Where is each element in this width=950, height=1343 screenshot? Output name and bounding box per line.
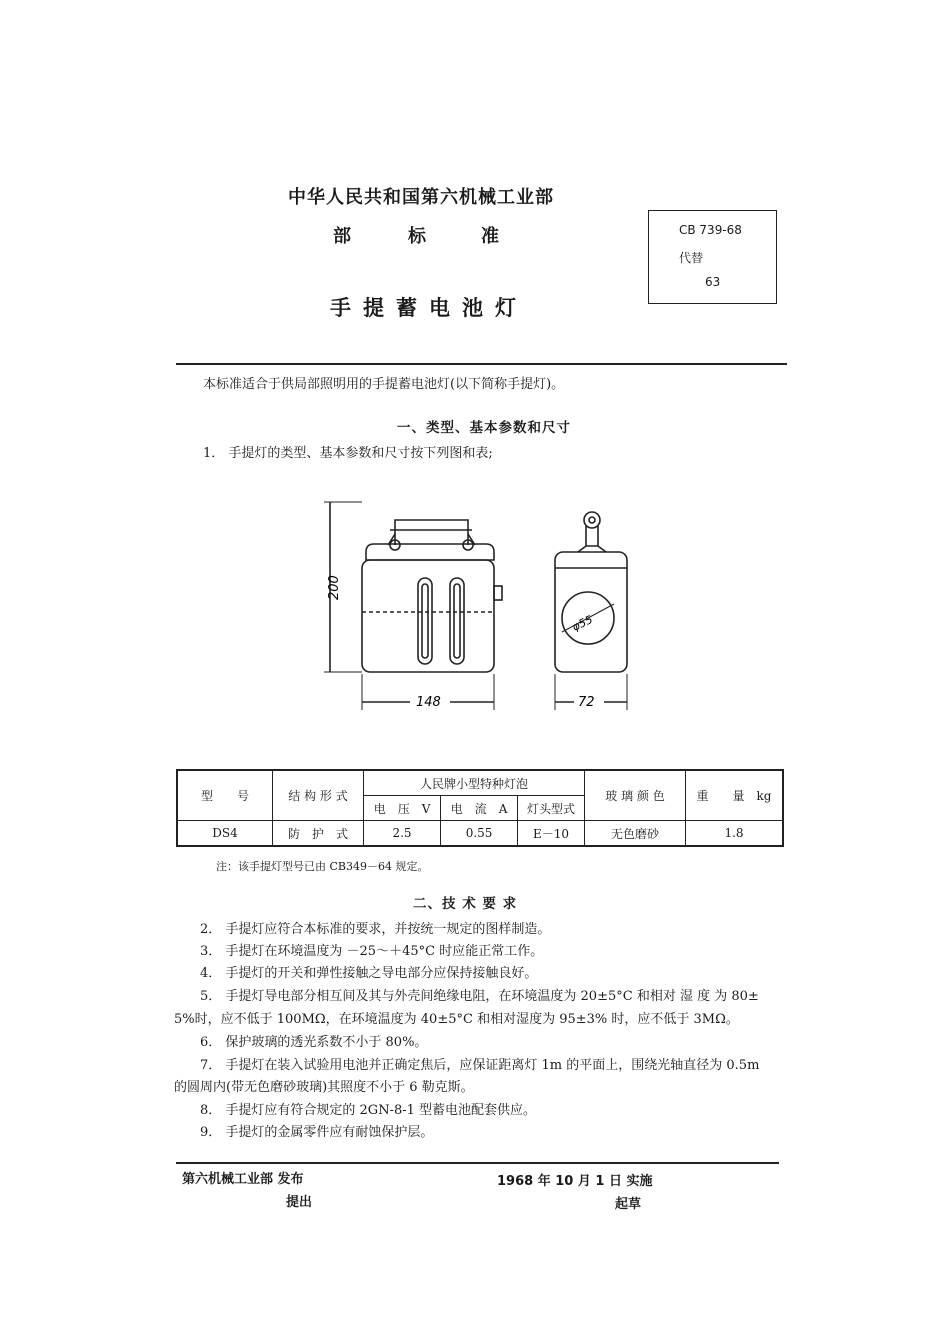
standard-code: CB 739-68 <box>679 223 742 237</box>
req-item-5: 5． 手提灯导电部分相互间及其与外壳间绝缘电阻，在环境温度为 20±5°C 和相对 湿 度 为 80± <box>200 989 759 1004</box>
table-note: 注：该手提灯型号已由 CB349－64 规定。 <box>216 860 429 873</box>
th-bulb-group: 人民牌小型特种灯泡 <box>364 770 585 796</box>
ministry-name: 中华人民共和国第六机械工业部 <box>288 187 554 208</box>
table-row <box>177 821 783 847</box>
drafter: 起草 <box>615 1197 642 1212</box>
th-current: 电 流 A <box>441 796 518 821</box>
proposer: 提出 <box>286 1195 313 1210</box>
width-label: 148 <box>416 695 441 710</box>
req-item-7: 7． 手提灯在装入试验用电池并正确定焦后，应保证距离灯 1m 的平面上，围绕光轴直径为 0.5m <box>200 1058 760 1073</box>
side-body <box>555 552 627 672</box>
req-item-6: 6． 保护玻璃的透光系数不小于 80%。 <box>200 1035 428 1050</box>
standard-char-3: 准 <box>481 226 499 247</box>
front-handle <box>395 520 468 545</box>
depth-label: 72 <box>578 695 595 710</box>
front-window-right <box>450 578 464 664</box>
cell-cap: E－10 <box>518 821 585 847</box>
req-item-5-cont: 5%时，应不低于 100MΩ，在环境温度为 40±5°C 和相对湿度为 95±3% 时，应不低于 3MΩ。 <box>174 1012 739 1027</box>
section1-title: 一、类型、基本参数和尺寸 <box>397 420 571 436</box>
cell-model: DS4 <box>177 821 273 847</box>
effective-date: 1968 年 10 月 1 日 实施 <box>497 1174 653 1189</box>
issuer: 第六机械工业部 发布 <box>182 1172 304 1187</box>
req-item-8: 8． 手提灯应有符合规定的 2GN-8-1 型蓄电池配套供应。 <box>200 1103 537 1118</box>
section1-item1: 1． 手提灯的类型、基本参数和尺寸按下列图和表; <box>203 446 493 461</box>
standard-code-box <box>648 210 777 304</box>
intro-text: 本标准适合于供局部照明用的手提蓄电池灯(以下简称手提灯)。 <box>203 377 565 392</box>
front-window-left <box>418 578 432 664</box>
footer-rule <box>176 1162 779 1164</box>
th-cap: 灯头型式 <box>518 796 585 821</box>
th-model: 型 号 <box>177 770 273 821</box>
standard-char-2: 标 <box>408 226 426 247</box>
req-item-9: 9． 手提灯的金属零件应有耐蚀保护层。 <box>200 1125 434 1140</box>
lens-label: φ55 <box>569 612 595 634</box>
th-glass: 玻 璃 颜 色 <box>585 770 686 821</box>
cell-voltage: 2.5 <box>364 821 441 847</box>
req-item-4: 4． 手提灯的开关和弹性接触之导电部分应保持接触良好。 <box>200 966 538 981</box>
req-item-3: 3． 手提灯在环境温度为 －25～＋45°C 时应能正常工作。 <box>200 944 544 959</box>
replaces-value: 63 <box>705 275 721 289</box>
req-item-7-cont: 的圆周内(带无色磨砂玻璃)其照度不小于 6 勒克斯。 <box>174 1080 474 1095</box>
height-label: 200 <box>327 575 342 600</box>
side-ring <box>584 512 600 528</box>
document-title: 手提蓄电池灯 <box>330 296 528 320</box>
th-voltage: 电 压 V <box>364 796 441 821</box>
front-lid <box>366 544 494 560</box>
section2-title: 二、技 术 要 求 <box>413 896 518 912</box>
lamp-drawing <box>300 490 650 720</box>
cell-current: 0.55 <box>441 821 518 847</box>
replaces-label: 代替 <box>679 251 704 265</box>
spec-table <box>176 769 784 847</box>
req-item-2: 2． 手提灯应符合本标准的要求，并按统一规定的图样制造。 <box>200 922 551 937</box>
standard-char-1: 部 <box>333 226 351 247</box>
header-rule <box>176 363 787 365</box>
cell-glass: 无色磨砂 <box>585 821 686 847</box>
th-structure: 结 构 形 式 <box>273 770 364 821</box>
cell-weight: 1.8 <box>686 821 784 847</box>
th-weight: 重 量 kg <box>686 770 784 821</box>
cell-structure: 防 护 式 <box>273 821 364 847</box>
